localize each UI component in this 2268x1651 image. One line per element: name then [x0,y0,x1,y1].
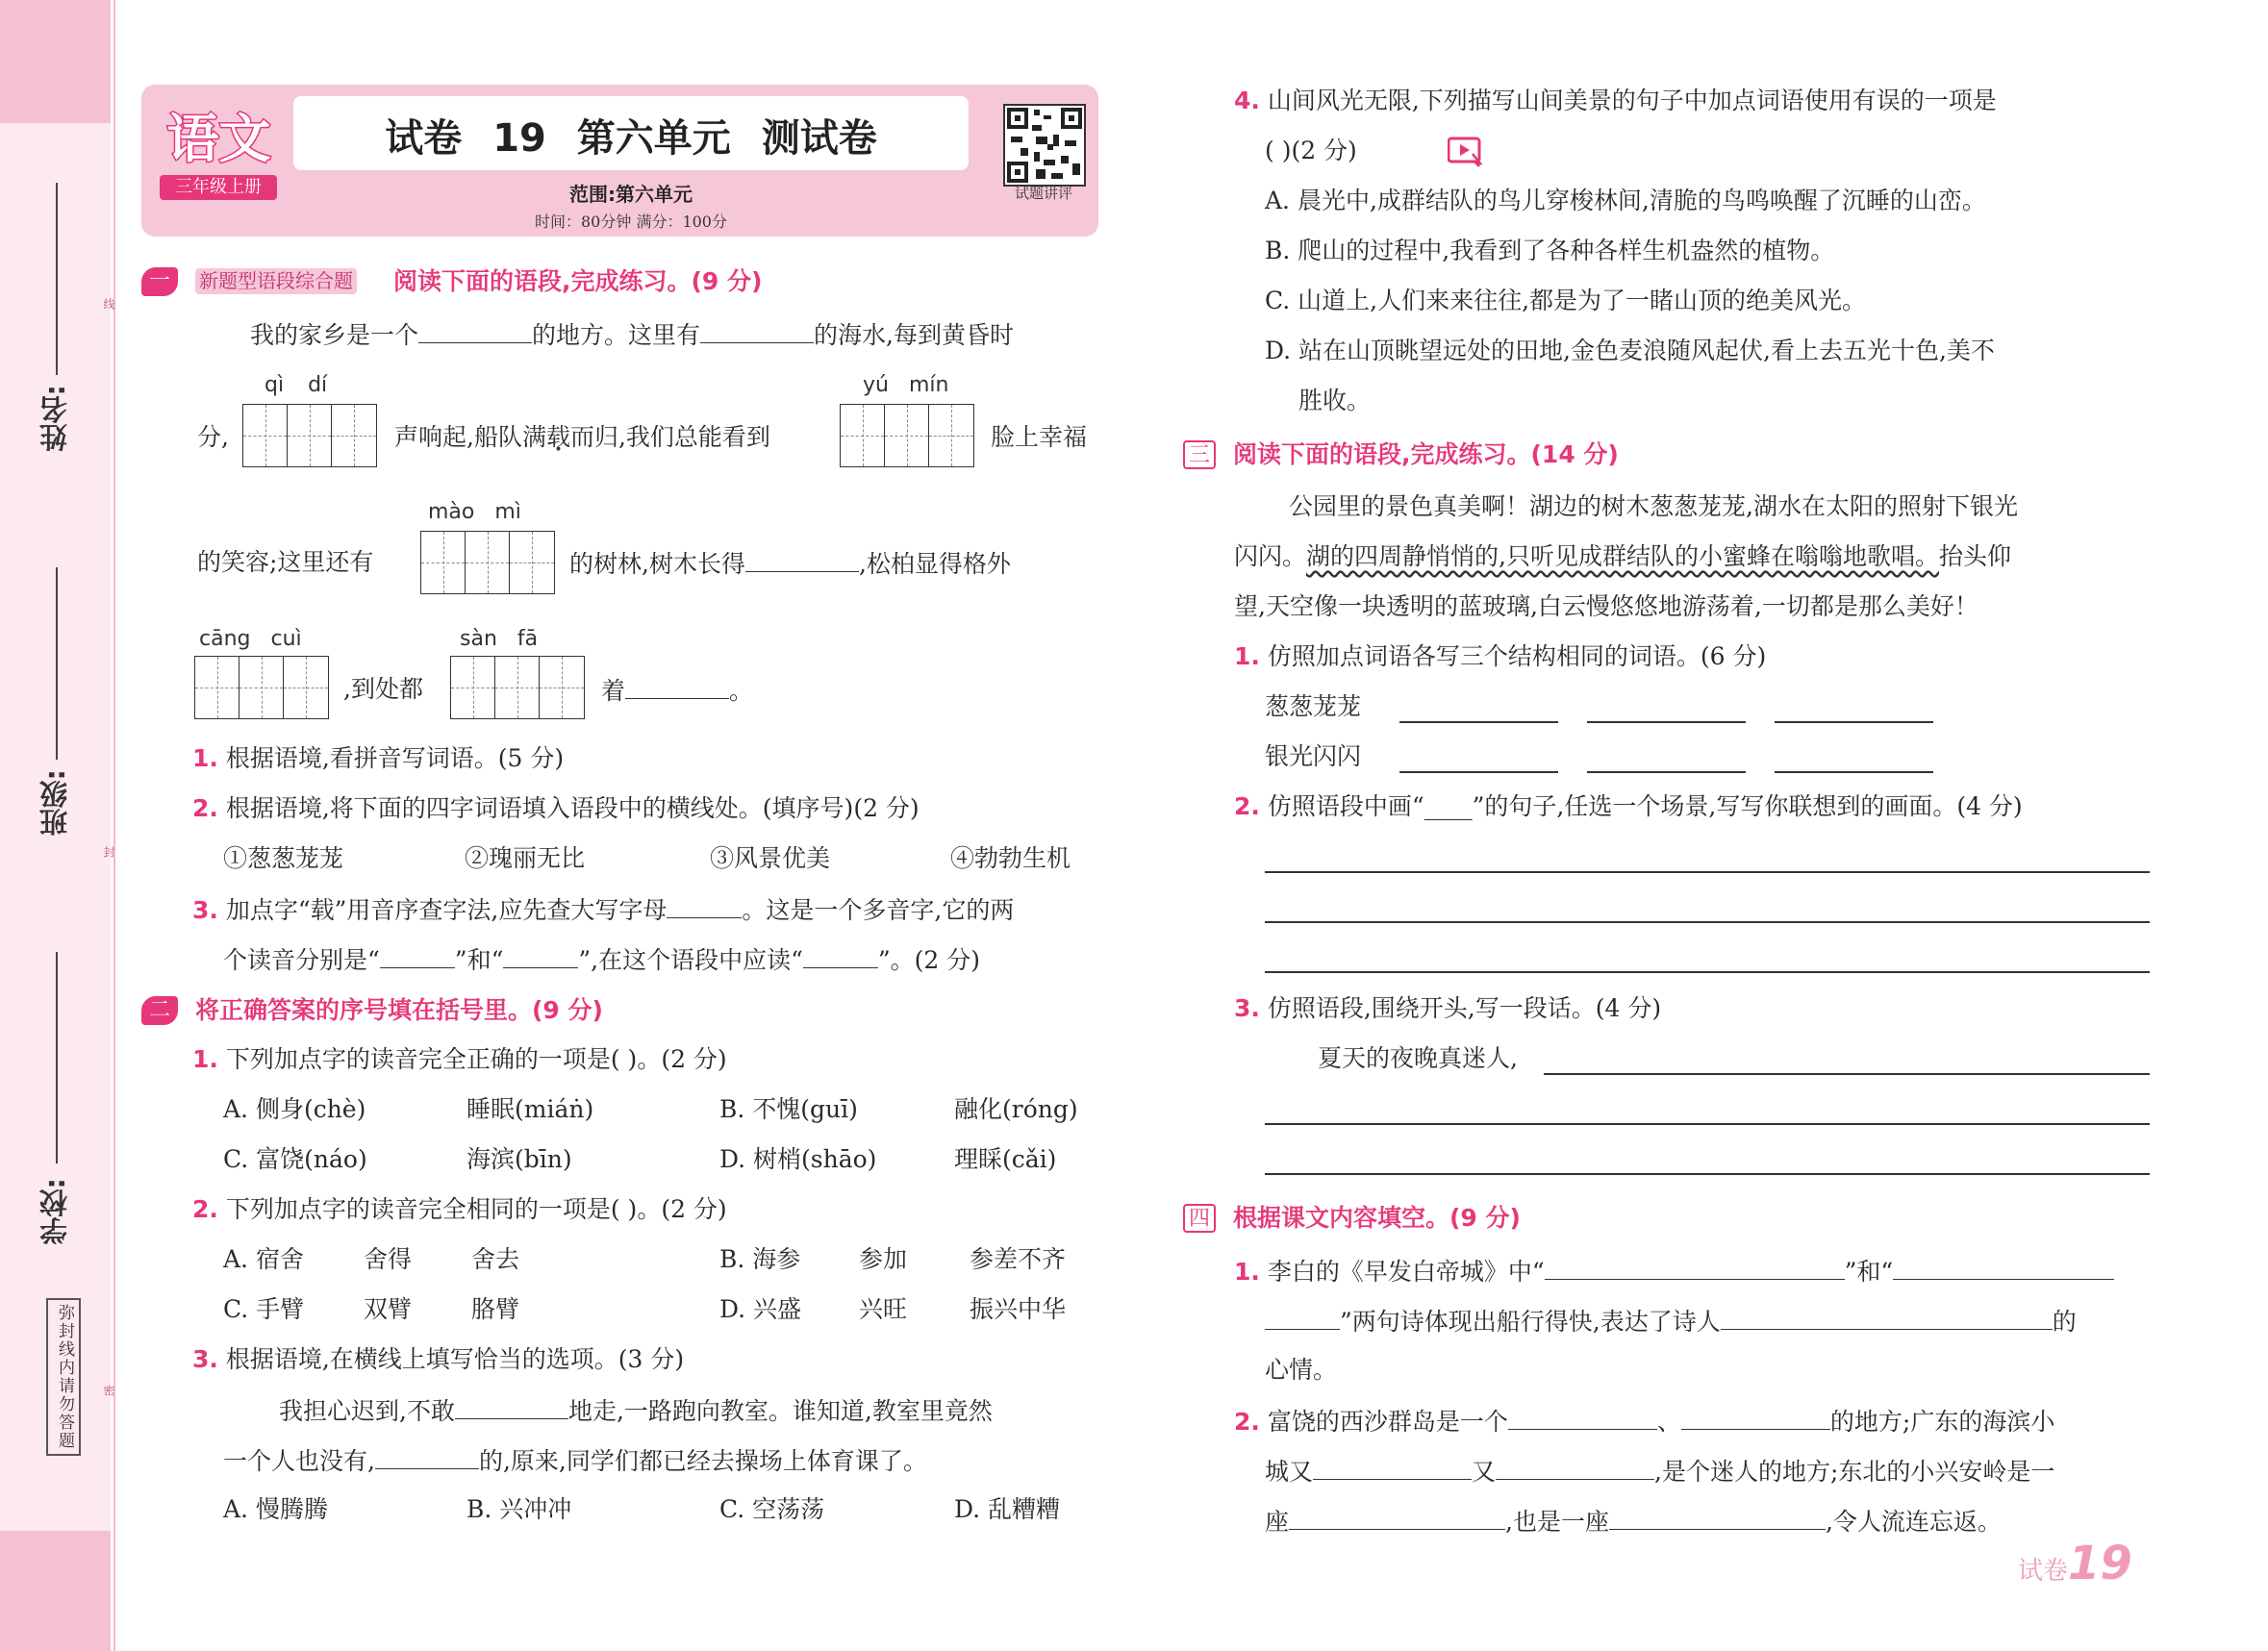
exam-time: 时间：80分钟 满分：100分 [535,213,727,231]
blank[interactable] [1545,1254,1845,1280]
school-label: 学校: [38,1178,71,1245]
s1-option-1: ①葱葱茏茏 [223,844,344,872]
grade-badge: 三年级上册 [160,175,277,200]
margin-tag-line: 线 [102,298,115,310]
char-grid-yumin[interactable] [840,404,974,467]
blank[interactable] [745,546,859,572]
section-1-heading: 阅读下面的语段,完成练习。(9 分) [393,267,763,295]
blank[interactable] [625,673,729,699]
s2-q2-opt: 兴旺 [859,1295,908,1323]
answer-line[interactable] [1399,721,1558,723]
s2-q1-opt-a2: 睡眠(miáṅ) [466,1095,594,1123]
s3-para-2: 闪闪。湖的四周静悄悄的,只听见成群结队的小蜜蜂在嗡嗡地歌唱。抬头仰 [1234,542,2011,570]
section-3-heading: 阅读下面的语段,完成练习。(14 分) [1233,440,1619,468]
school-blank[interactable] [56,952,58,1163]
pinyin-yumin: yú mín [863,373,949,397]
s4-question-1-end: 心情。 [1265,1356,1338,1384]
s3-word-1: 葱葱茏茏 [1265,692,1362,720]
s1-para-line-4a: ,到处都 [343,675,423,703]
s2-q3-opt-b: B. 兴冲冲 [466,1495,572,1523]
s2-q3-para-1: 我担心迟到,不敢 地走,一路跑向教室。谁知道,教室里竟然 [279,1393,993,1428]
answer-line[interactable] [1775,721,1933,723]
s1-para-line-2b: 声响起,船队满载而归,我们总能看到 [394,423,770,451]
char-grid-cangcui[interactable] [194,656,329,719]
s3-q3-start: 夏天的夜晚真迷人, [1318,1044,1518,1072]
s2-q4-opt-d: D. 站在山顶眺望远处的田地,金色麦浪随风起伏,看上去五光十色,美不 [1265,337,1995,364]
s2-q4-opt-d-cont: 胜收。 [1298,387,1372,414]
s2-question-4: 4. 山间风光无限,下列描写山间美景的句子中加点词语使用有误的一项是 [1234,87,1997,114]
pinyin-cangcui: cāng cuì [199,627,302,651]
char-grid-sanfa[interactable] [450,656,585,719]
char-grid-maomi[interactable] [420,531,555,594]
s2-question-3: 3. 根据语境,在横线上填写恰当的选项。(3 分) [192,1345,685,1373]
writing-line[interactable] [1544,1073,2150,1075]
s2-question-2: 2. 下列加点字的读音完全相同的一项是( )。(2 分) [192,1195,727,1223]
blank[interactable] [1508,1404,1657,1430]
answer-line[interactable] [1587,771,1746,773]
s1-para-line-3a: 的笑容;这里还有 [197,548,374,576]
s2-q3-opt-c: C. 空荡荡 [719,1495,825,1523]
section-2-badge: 二 [141,996,178,1025]
seal-note: 弥封线内请勿答题 [46,1298,81,1456]
s1-para-line-2a: 分, [197,423,229,451]
s2-q4-opt-a: A. 晨光中,成群结队的鸟儿穿梭林间,清脆的鸟鸣唤醒了沉睡的山峦。 [1265,187,1986,214]
s1-question-1: 1. 根据语境,看拼音写词语。(5 分) [192,744,565,772]
char-grid-qidi[interactable] [242,404,377,467]
margin-seal-line [113,0,115,1651]
name-blank[interactable] [56,183,58,375]
s4-question-2-cont: 城又 又 ,是个迷人的地方;东北的小兴安岭是一 [1265,1454,2054,1488]
exam-scope: 范围:第六单元 [569,183,693,206]
s2-q2-opt: 舍得 [364,1245,413,1273]
margin-tag-seal: 封 [102,846,115,858]
section-4-badge: 四 [1183,1204,1216,1233]
s1-para-line-1: 我的家乡是一个 的地方。这里有 的海水,每到黄昏时 [250,317,1014,352]
s1-question-3-cont: 个读音分别是“ ”和“ ”,在这个语段中应读“ ”。(2 分) [223,942,980,977]
s2-q1-opt-c2: 海滨(bīn) [466,1145,572,1173]
blank[interactable] [1265,1304,1340,1330]
s4-question-1: 1. 李白的《早发白帝城》中“ ”和“ [1234,1254,2114,1288]
section-4-heading: 根据课文内容填空。(9 分) [1233,1204,1521,1232]
exam-title: 试卷 19 第六单元 测试卷 [385,116,877,161]
s2-q3-opt-d: D. 乱糟糟 [954,1495,1061,1523]
s2-q2-opt: 参差不齐 [970,1245,1067,1273]
s1-question-3: 3. 加点字“载”用音序查字法,应先查大写字母 。这是一个多音字,它的两 [192,892,1014,927]
page-number: 试卷19 [2018,1537,2132,1590]
answer-line[interactable] [1775,771,1933,773]
section-3-badge: 三 [1183,440,1216,469]
blank[interactable] [503,942,578,968]
s2-q2-opt: C. 手臂 [223,1295,305,1323]
pinyin-maomi: mào mì [428,500,521,524]
blank[interactable] [667,892,742,918]
blank[interactable] [700,317,814,343]
writing-line[interactable] [1265,921,2150,923]
s2-q1-opt-a1: A. 侧身(chè) [223,1095,366,1123]
s2-q4-opt-b: B. 爬山的过程中,我看到了各种各样生机盎然的植物。 [1265,237,1835,264]
pinyin-qidi: qì dí [265,373,328,397]
s2-q2-opt: 振兴中华 [970,1295,1067,1323]
writing-line[interactable] [1265,1123,2150,1125]
section-2-heading: 将正确答案的序号填在括号里。(9 分) [195,996,603,1024]
s3-para-1: 公园里的景色真美啊！湖边的树木葱葱茏茏,湖水在太阳的照射下银光 [1289,492,2018,520]
blank[interactable] [1496,1454,1654,1480]
s3-word-2: 银光闪闪 [1265,742,1362,770]
blank[interactable] [1681,1404,1830,1430]
blank[interactable] [1721,1304,2053,1330]
class-blank[interactable] [56,567,58,760]
writing-line[interactable] [1265,1173,2150,1175]
subject-logo: 语文 [166,109,271,169]
s2-q1-opt-b2: 融化(róng) [954,1095,1078,1123]
blank[interactable] [1289,1504,1505,1530]
s2-q2-opt: 胳臂 [471,1295,520,1323]
s4-question-2-end: 座 ,也是一座 ,令人流连忘返。 [1265,1504,2002,1538]
s2-q2-opt: A. 宿舍 [223,1245,304,1273]
s2-q2-opt: B. 海参 [719,1245,801,1273]
blank[interactable] [1609,1504,1826,1530]
s1-option-3: ③风景优美 [710,844,831,872]
answer-line[interactable] [1399,771,1558,773]
s1-para-line-2c: 脸上幸福 [991,423,1088,451]
s2-q2-opt: 双臂 [364,1295,413,1323]
s2-q2-opt: 参加 [859,1245,908,1273]
s2-q4-paren: ( )(2 分) [1265,137,1357,164]
qr-code-icon[interactable] [1003,104,1086,187]
blank[interactable] [1313,1454,1472,1480]
s2-q2-opt: 舍去 [471,1245,520,1273]
s3-question-2: 2. 仿照语段中画“____”的句子,任选一个场景,写写你联想到的画面。(4 分) [1234,792,2023,820]
answer-line[interactable] [1587,721,1746,723]
s2-q4-opt-c: C. 山道上,人们来来往往,都是为了一睹山顶的绝美风光。 [1265,287,1867,314]
margin-top-band [0,0,111,123]
s1-question-2: 2. 根据语境,将下面的四字词语填入语段中的横线处。(填序号)(2 分) [192,794,920,822]
pinyin-sanfa: sàn fā [460,627,539,651]
video-icon[interactable] [1448,137,1486,167]
name-label: 姓名: [38,385,71,452]
s3-question-3: 3. 仿照语段,围绕开头,写一段话。(4 分) [1234,994,1662,1022]
s1-option-2: ②瑰丽无比 [465,844,586,872]
s2-question-1: 1. 下列加点字的读音完全正确的一项是( )。(2 分) [192,1045,727,1073]
s2-q1-opt-d1: D. 树梢(shāo) [719,1145,877,1173]
s2-q1-opt-c1: C. 富饶(náo) [223,1145,367,1173]
s1-para-line-4b: 着 。 [601,673,753,708]
section-1-badge: 一 [141,267,178,296]
blank[interactable] [375,1443,479,1469]
blank[interactable] [380,942,455,968]
s2-q1-opt-b1: B. 不愧(guī) [719,1095,858,1123]
s2-q3-opt-a: A. 慢腾腾 [223,1495,328,1523]
s2-q1-opt-d2: 理睬(cǎi) [954,1145,1057,1173]
s1-option-4: ④勃勃生机 [950,844,1071,872]
blank[interactable] [418,317,532,343]
blank[interactable] [455,1393,568,1419]
blank[interactable] [803,942,878,968]
s4-question-2: 2. 富饶的西沙群岛是一个 、 的地方;广东的海滨小 [1234,1404,2054,1438]
writing-line[interactable] [1265,871,2150,873]
writing-line[interactable] [1265,971,2150,973]
new-question-tag: 新题型语段综合题 [195,268,357,294]
qr-label: 试题讲评 [1014,185,1072,202]
class-label: 班级: [38,769,71,837]
s3-para-3: 望,天空像一块透明的蓝玻璃,白云慢悠悠地游荡着,一切都是那么美好！ [1234,592,1978,620]
margin-bottom-band [0,1531,111,1651]
s1-para-line-3b: 的树林,树木长得 ,松柏显得格外 [569,546,1011,581]
s4-question-1-cont: ”两句诗体现出船行得快,表达了诗人 的 [1265,1304,2077,1338]
s3-question-1: 1. 仿照加点词语各写三个结构相同的词语。(6 分) [1234,642,1767,670]
blank[interactable] [1893,1254,2114,1280]
s2-q3-para-2: 一个人也没有, 的,原来,同学们都已经去操场上体育课了。 [223,1443,927,1478]
s2-q2-opt: D. 兴盛 [719,1295,802,1323]
margin-tag-dense: 密 [102,1385,115,1396]
